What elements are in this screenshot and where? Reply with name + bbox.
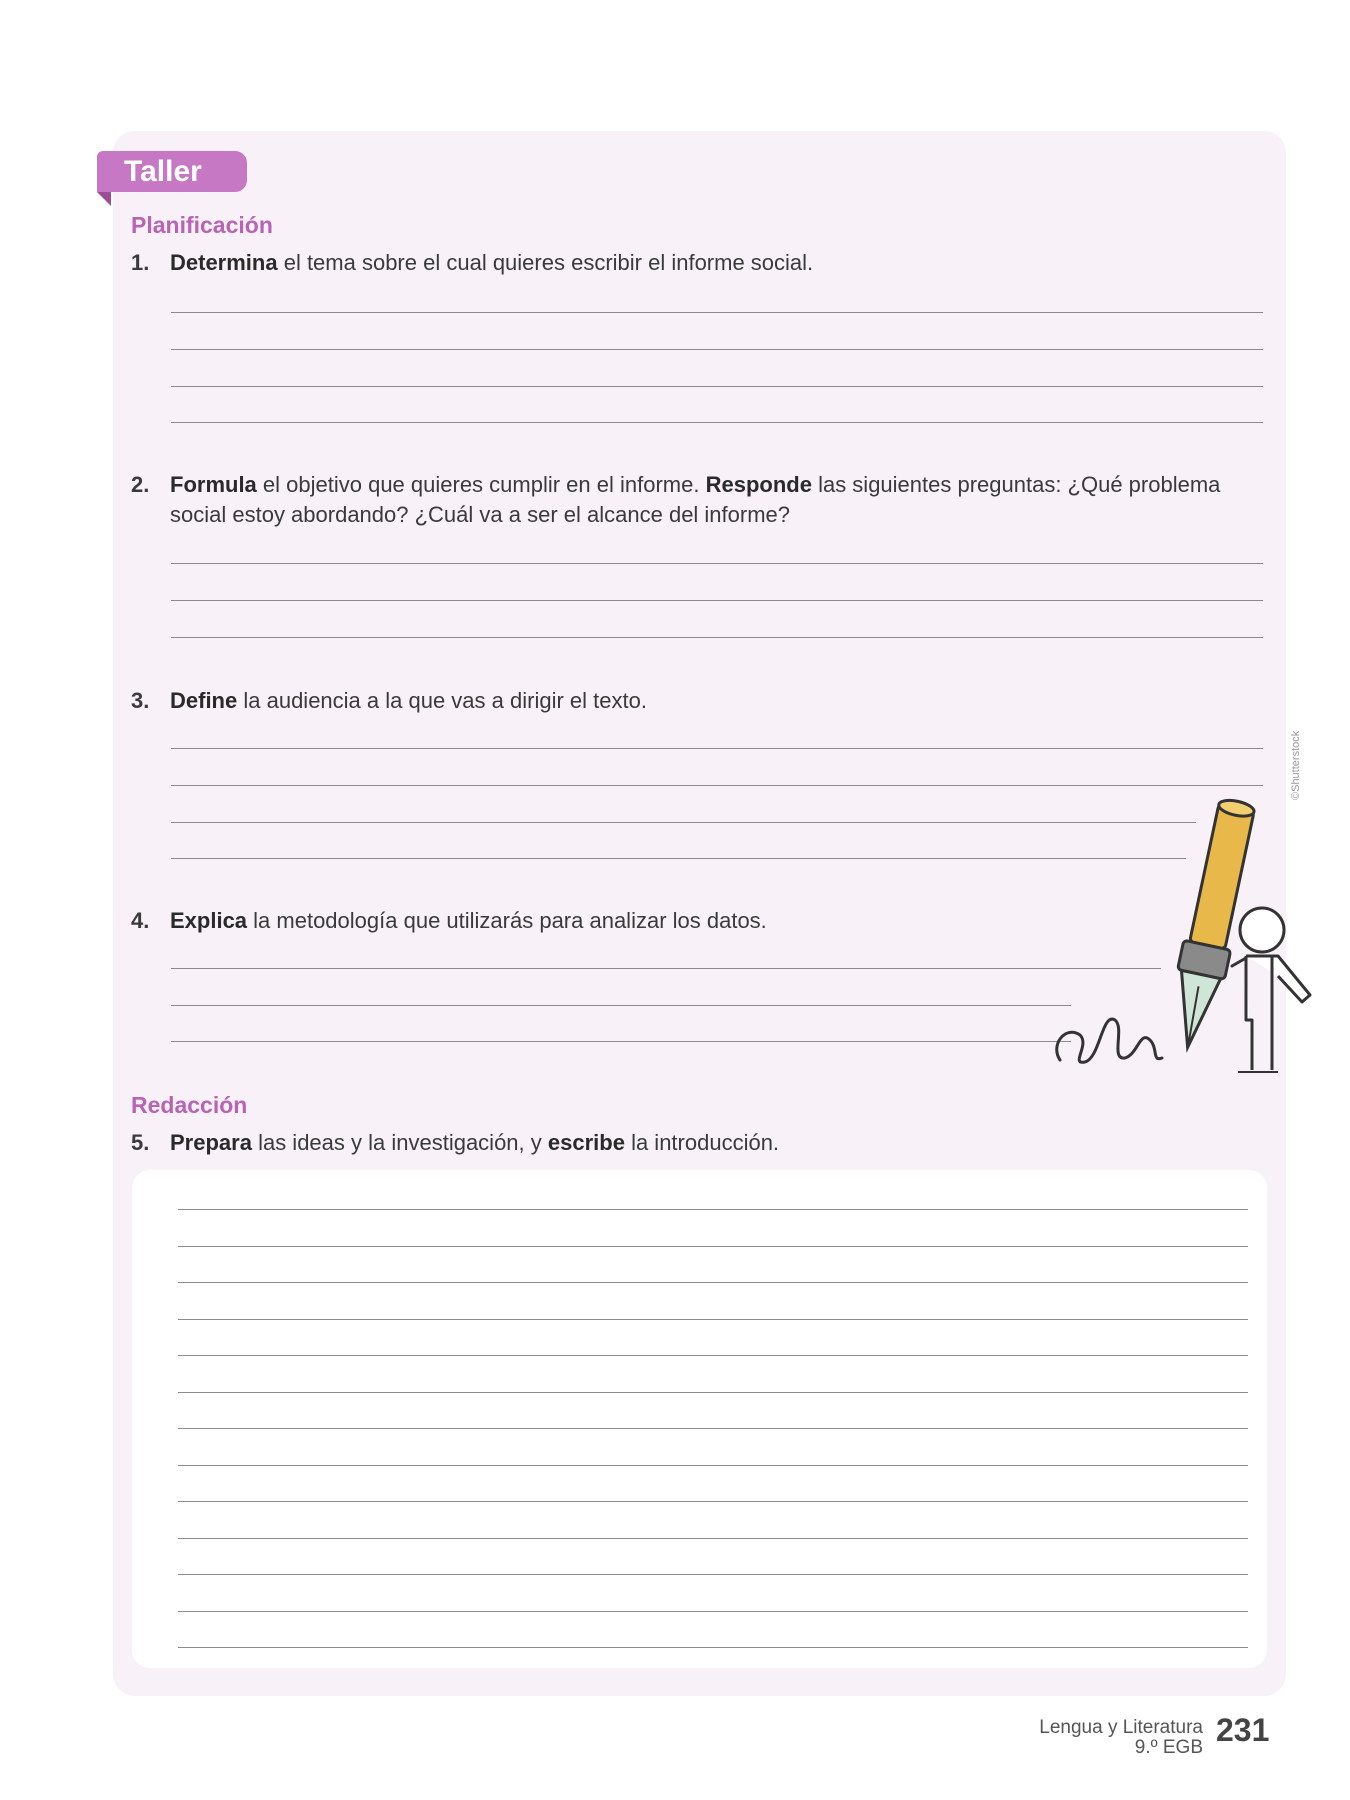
question-verb: Formula: [170, 472, 257, 497]
question-2: [131, 470, 1241, 530]
writing-line[interactable]: [178, 1355, 1248, 1356]
answer-line[interactable]: [171, 968, 1161, 969]
writing-line[interactable]: [178, 1209, 1248, 1210]
question-text: la metodología que utilizarás para analizar los datos.: [247, 908, 767, 933]
writing-line[interactable]: [178, 1611, 1248, 1612]
question-verb-secondary: Responde: [705, 472, 812, 497]
writing-line[interactable]: [178, 1428, 1248, 1429]
question-number: 4.: [131, 908, 150, 933]
answer-line[interactable]: [171, 600, 1263, 601]
question-verb: Explica: [170, 908, 248, 933]
answer-line[interactable]: [171, 858, 1186, 859]
question-number: 1.: [131, 250, 150, 275]
question-number: 5.: [131, 1130, 150, 1155]
answer-line[interactable]: [171, 1005, 1071, 1006]
answer-line[interactable]: [171, 748, 1263, 749]
footer-subject-name: Lengua y Literatura: [1039, 1717, 1203, 1738]
writing-line[interactable]: [178, 1282, 1248, 1283]
question-3: [131, 686, 1271, 716]
question-text: el tema sobre el cual quieres escribir el informe social.: [277, 250, 814, 275]
question-text: la audiencia a la que vas a dirigir el texto.: [237, 688, 647, 713]
question-number: 3.: [131, 688, 150, 713]
pen-and-stick-figure-icon: [1040, 790, 1315, 1080]
answer-line[interactable]: [171, 637, 1263, 638]
question-text: las ideas y la investigación, y: [251, 1130, 548, 1155]
writing-line[interactable]: [178, 1246, 1248, 1247]
question-verb: Prepara: [170, 1130, 252, 1155]
writing-line[interactable]: [178, 1501, 1248, 1502]
workshop-tab: Taller: [97, 151, 247, 192]
question-text-secondary: la introducción.: [624, 1130, 780, 1155]
answer-line[interactable]: [171, 349, 1263, 350]
ink-squiggle-icon: [1057, 1019, 1162, 1062]
workshop-tab-fold: [97, 192, 111, 206]
figure-head-icon: [1240, 908, 1284, 952]
footer-grade: 9.º EGB: [1134, 1737, 1203, 1758]
question-text: el objetivo que quieres cumplir en el informe.: [256, 472, 706, 497]
writing-line[interactable]: [178, 1392, 1248, 1393]
section-title-writing: Redacción: [131, 1092, 248, 1118]
answer-line[interactable]: [171, 563, 1263, 564]
question-verb: Define: [170, 688, 238, 713]
question-verb-secondary: escribe: [547, 1130, 625, 1155]
footer-subject: [1039, 1718, 1203, 1758]
writing-line[interactable]: [178, 1538, 1248, 1539]
figure-body-icon: [1246, 956, 1310, 1070]
writing-line[interactable]: [178, 1319, 1248, 1320]
answer-line[interactable]: [171, 422, 1263, 423]
image-credit: ©Shutterstock: [1290, 730, 1302, 800]
writing-line[interactable]: [178, 1574, 1248, 1575]
question-5: [131, 1128, 1271, 1158]
answer-line[interactable]: [171, 312, 1263, 313]
writing-line[interactable]: [178, 1647, 1248, 1648]
section-title-planning: Planificación: [131, 212, 273, 238]
question-1: [131, 248, 1271, 278]
writing-line[interactable]: [178, 1465, 1248, 1466]
question-text-secondary: las siguientes preguntas: ¿Qué problema social estoy abordando? ¿Cuál va a ser el alcance del informe?: [170, 472, 1221, 527]
answer-line[interactable]: [171, 1041, 1071, 1042]
answer-line[interactable]: [171, 386, 1263, 387]
answer-line[interactable]: [171, 785, 1263, 786]
question-verb: Determina: [170, 250, 278, 275]
page-number: 231: [1216, 1712, 1270, 1748]
question-number: 2.: [131, 472, 150, 497]
